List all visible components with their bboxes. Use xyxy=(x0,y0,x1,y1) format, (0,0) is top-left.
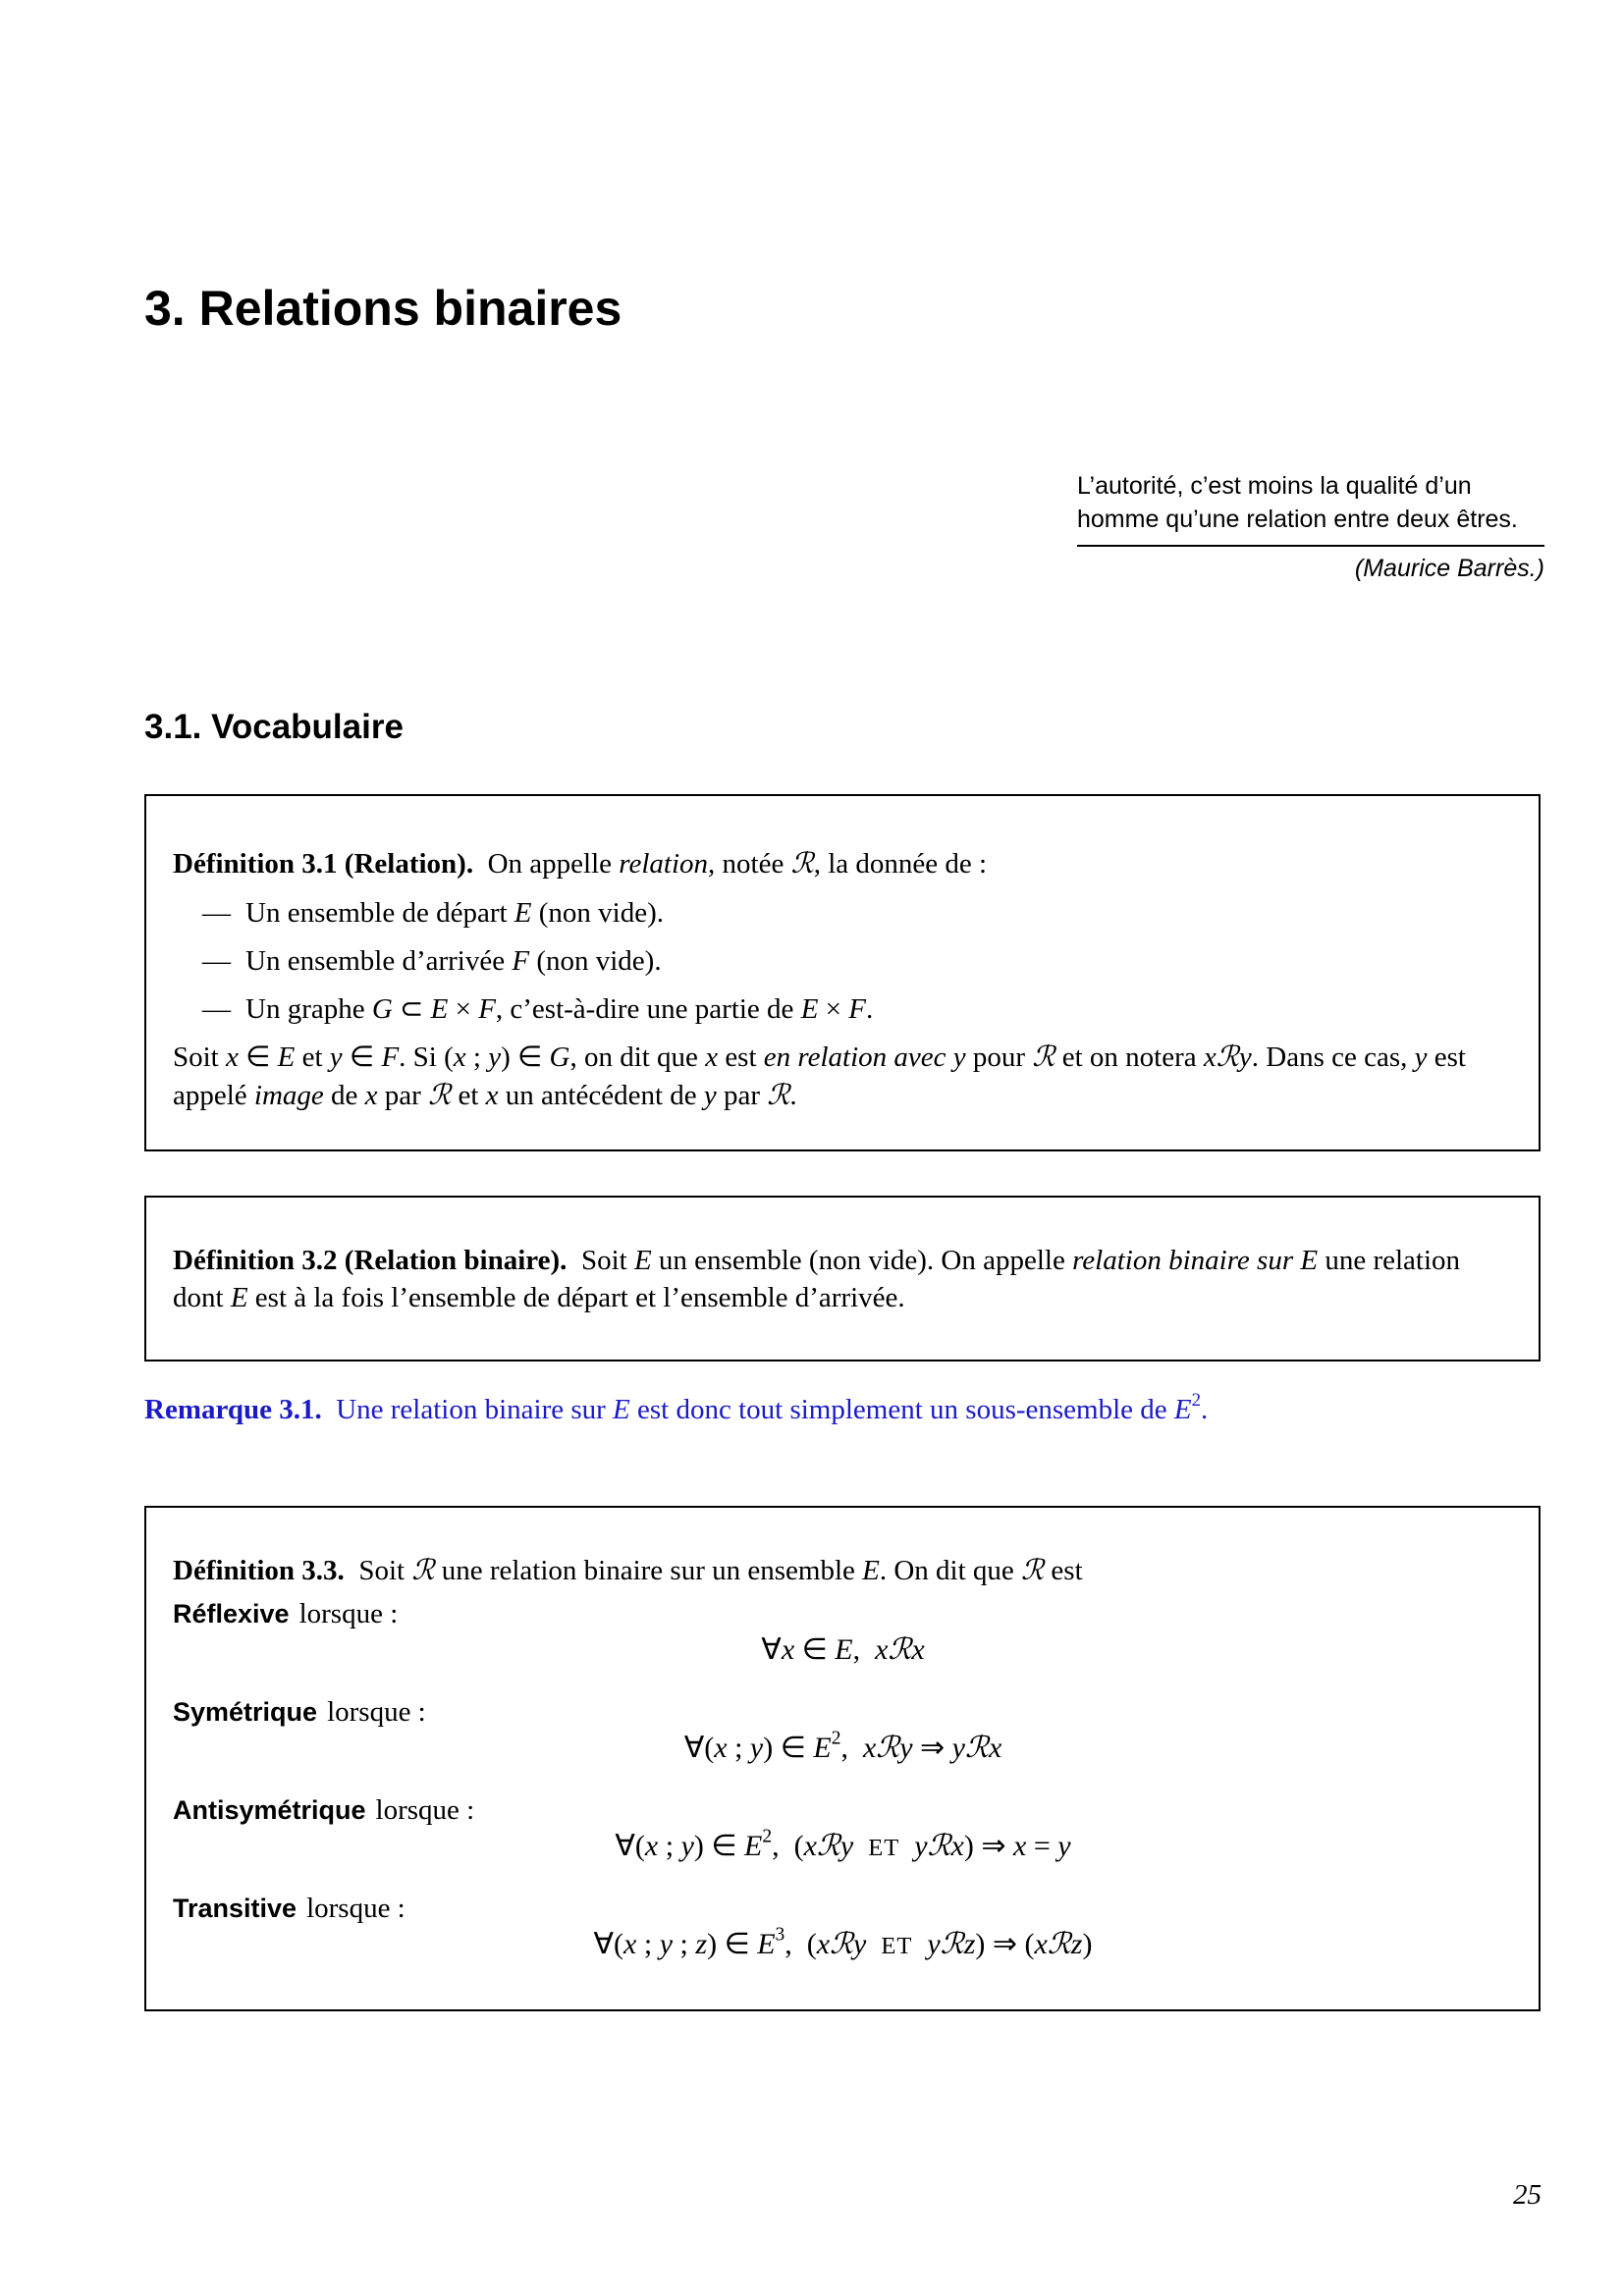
lorsque-text: lorsque : xyxy=(375,1794,475,1826)
epigraph-line-2: homme qu’une relation entre deux êtres. xyxy=(1077,506,1518,533)
definition-3-2-content xyxy=(173,1242,1513,1316)
property-name: Réflexive xyxy=(173,1599,290,1629)
definition-3-1-content xyxy=(173,844,1513,1114)
definition-3-2-label: Définition 3.2 (Relation binaire). xyxy=(173,1245,568,1276)
intro-text-b: , notée xyxy=(708,848,791,880)
dash-bullet: — xyxy=(202,897,231,929)
definition-3-1-intro xyxy=(173,844,1513,882)
lorsque-text: lorsque : xyxy=(306,1893,406,1924)
intro-text-a: On appelle xyxy=(487,848,620,880)
property-transitive xyxy=(173,1890,406,1927)
epigraph-line-1: L’autorité, c’est moins la qualité d’un xyxy=(1077,472,1472,500)
property-name: Antisymétrique xyxy=(173,1795,366,1825)
intro-text-c: , la donnée de : xyxy=(813,848,988,880)
lorsque-text: lorsque : xyxy=(327,1696,426,1728)
property-reflexive xyxy=(173,1595,398,1632)
property-name: Symétrique xyxy=(173,1697,318,1727)
definition-3-3-intro: Définition 3.3. Soit ℛ une relation binaire sur un ensemble E. On dit que ℛ est xyxy=(173,1553,1083,1586)
epigraph xyxy=(1077,469,1544,536)
formula-transitive: ∀(x ; y ; z) ∈ $E^3$, (xℛy ET yℛz) ⇒ (xℛz) xyxy=(593,1924,1093,1961)
definition-3-2-line-2: dont E est à la fois l’ensemble de départ et l’ensemble d’arrivée. xyxy=(173,1282,905,1313)
lorsque-text: lorsque : xyxy=(298,1598,399,1629)
definition-3-1-box xyxy=(144,794,1541,1151)
definition-3-3-content xyxy=(173,1551,1513,1983)
list-item-2: — Un ensemble d’arrivée F (non vide). xyxy=(173,942,1513,980)
definition-3-1-body-line-1: Soit x ∈ E et y ∈ F. Si (x ; y) ∈ G, on dit que x est en relation avec y pour ℛ et on notera xℛy. Dans ce cas, y est xyxy=(173,1040,1466,1073)
definition-3-2-box xyxy=(144,1196,1541,1362)
relation-symbol: ℛ xyxy=(790,846,814,880)
dash-bullet: — xyxy=(202,993,231,1025)
formula-antisymmetric: ∀(x ; y) ∈ $E^2$, (xℛy ET yℛx) ⇒ x = y xyxy=(615,1826,1071,1863)
intro-emphasis: relation xyxy=(619,848,709,880)
section-title: 3.1. Vocabulaire xyxy=(144,708,404,746)
formula-reflexive: ∀x ∈ E, xℛx xyxy=(761,1632,925,1667)
definition-3-1-label: Définition 3.1 (Relation). xyxy=(173,848,474,880)
chapter-title: 3. Relations binaires xyxy=(144,281,622,336)
list-item-1: — Un ensemble de départ E (non vide). xyxy=(173,894,1513,932)
definition-3-1-body-line-2: appelé image de x par ℛ et x un antécédent de y par ℛ. xyxy=(173,1078,797,1111)
definition-3-3-label: Définition 3.3. xyxy=(173,1555,345,1586)
page-number: 25 xyxy=(1513,2179,1542,2211)
epigraph-author: (Maurice Barrès.) xyxy=(1354,555,1544,582)
formula-symmetric: ∀(x ; y) ∈ $E^2$, xℛy ⇒ yℛx xyxy=(683,1728,1002,1765)
dash-bullet: — xyxy=(202,945,231,977)
property-name: Transitive xyxy=(173,1894,298,1923)
definition-3-3-box xyxy=(144,1506,1541,2011)
property-symmetric xyxy=(173,1693,426,1731)
remark-label: Remarque 3.1. xyxy=(144,1394,322,1425)
property-antisymmetric xyxy=(173,1791,474,1829)
epigraph-rule xyxy=(1077,545,1544,547)
remark-3-1: Remarque 3.1. Une relation binaire sur E est donc tout simplement un sous-ensemble de $E^2$. xyxy=(144,1389,1209,1425)
list-item-3: — Un graphe G ⊂ E × F, c’est-à-dire une partie de E × F. xyxy=(173,990,1513,1028)
definition-3-2-line-1: Définition 3.2 (Relation binaire). Soit E un ensemble (non vide). On appelle relation binaire sur E une relation xyxy=(173,1245,1461,1276)
